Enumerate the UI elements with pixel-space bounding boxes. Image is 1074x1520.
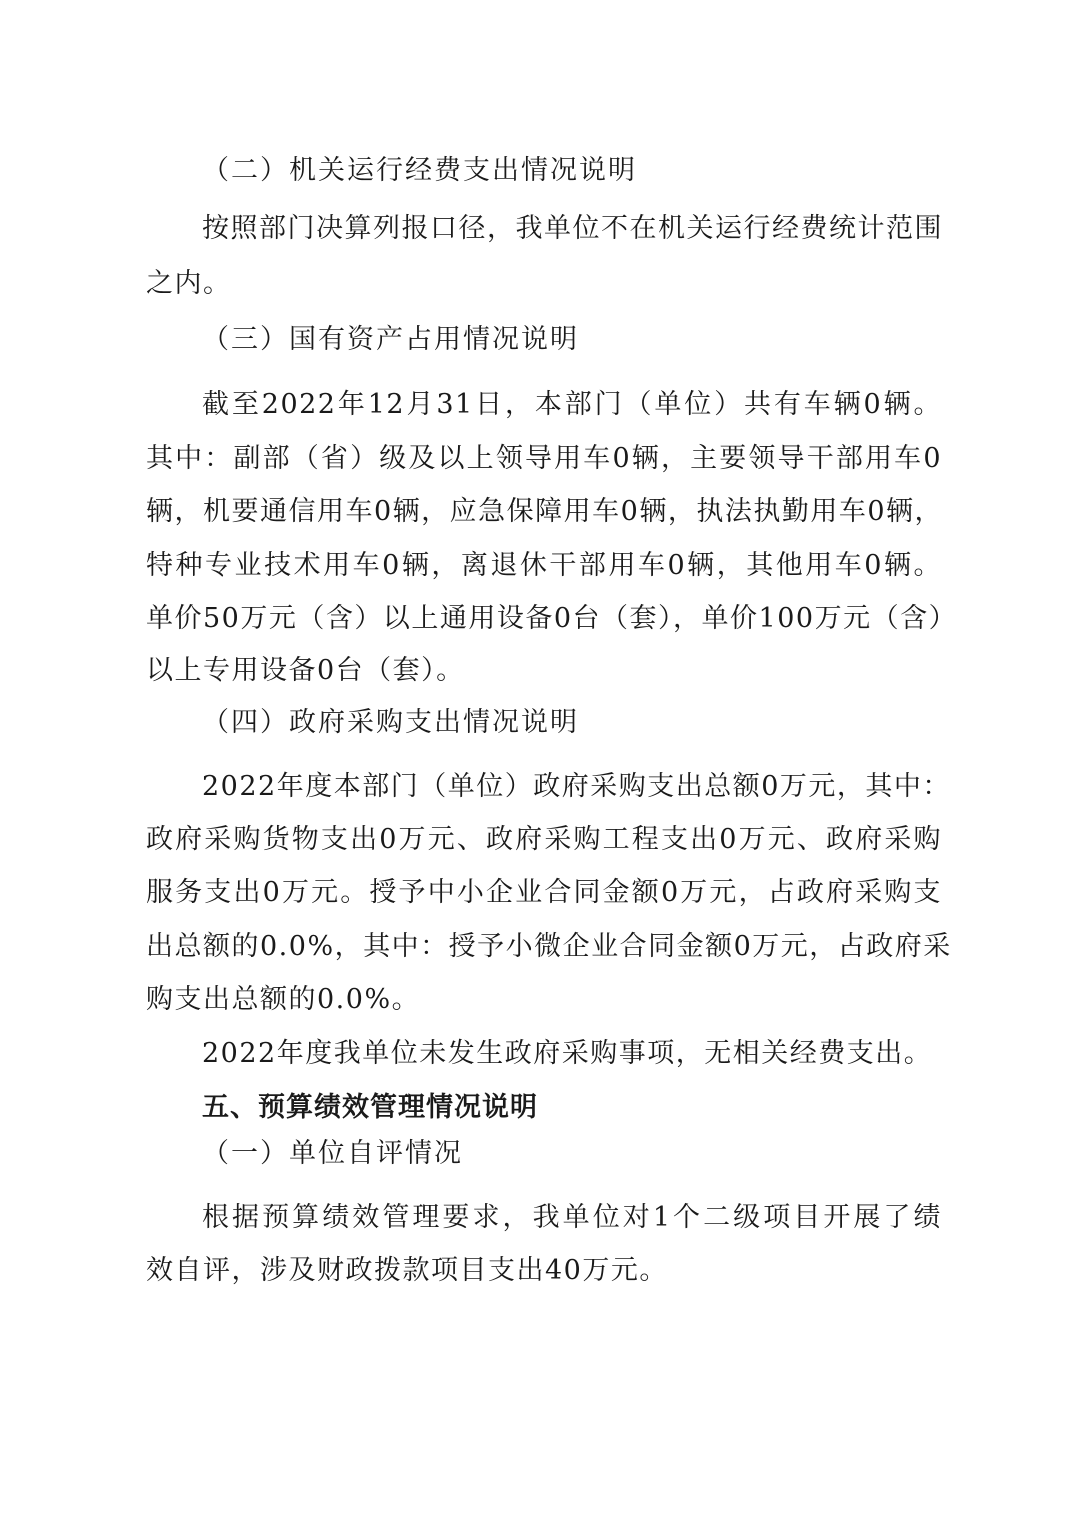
paragraph-line: 服务支出0万元。授予中小企业合同金额0万元，占政府采购支 — [146, 877, 942, 908]
paragraph-line: 以上专用设备0台（套）。 — [146, 655, 465, 686]
paragraph-line: 单价50万元（含）以上通用设备0台（套），单价100万元（含） — [146, 603, 958, 634]
section-heading-1: （一）单位自评情况 — [202, 1138, 463, 1169]
paragraph-line: 其中：副部（省）级及以上领导用车0辆，主要领导干部用车0 — [146, 443, 942, 474]
section-heading-2: （二）机关运行经费支出情况说明 — [202, 155, 637, 186]
paragraph-line: 辆，机要通信用车0辆，应急保障用车0辆，执法执勤用车0辆， — [146, 496, 944, 527]
paragraph-line: 效自评，涉及财政拨款项目支出40万元。 — [146, 1255, 668, 1286]
paragraph-line: 截至2022年12月31日，本部门（单位）共有车辆0辆。 — [202, 389, 942, 420]
chapter-heading-5: 五、预算绩效管理情况说明 — [202, 1092, 538, 1123]
paragraph-line: 政府采购货物支出0万元、政府采购工程支出0万元、政府采购 — [146, 824, 942, 855]
paragraph-line: 特种专业技术用车0辆，离退休干部用车0辆，其他用车0辆。 — [146, 550, 942, 581]
paragraph-line: 按照部门决算列报口径，我单位不在机关运行经费统计范围 — [202, 213, 943, 244]
paragraph-line: 购支出总额的0.0%。 — [146, 984, 421, 1015]
paragraph-line: 2022年度本部门（单位）政府采购支出总额0万元，其中： — [202, 771, 951, 802]
paragraph-line: 出总额的0.0%，其中：授予小微企业合同金额0万元，占政府采 — [146, 931, 952, 962]
paragraph-line: 2022年度我单位未发生政府采购事项，无相关经费支出。 — [202, 1038, 933, 1069]
section-heading-4: （四）政府采购支出情况说明 — [202, 707, 579, 738]
paragraph-line: 之内。 — [146, 268, 232, 299]
section-heading-3: （三）国有资产占用情况说明 — [202, 324, 579, 355]
paragraph-line: 根据预算绩效管理要求，我单位对1个二级项目开展了绩 — [202, 1202, 942, 1233]
